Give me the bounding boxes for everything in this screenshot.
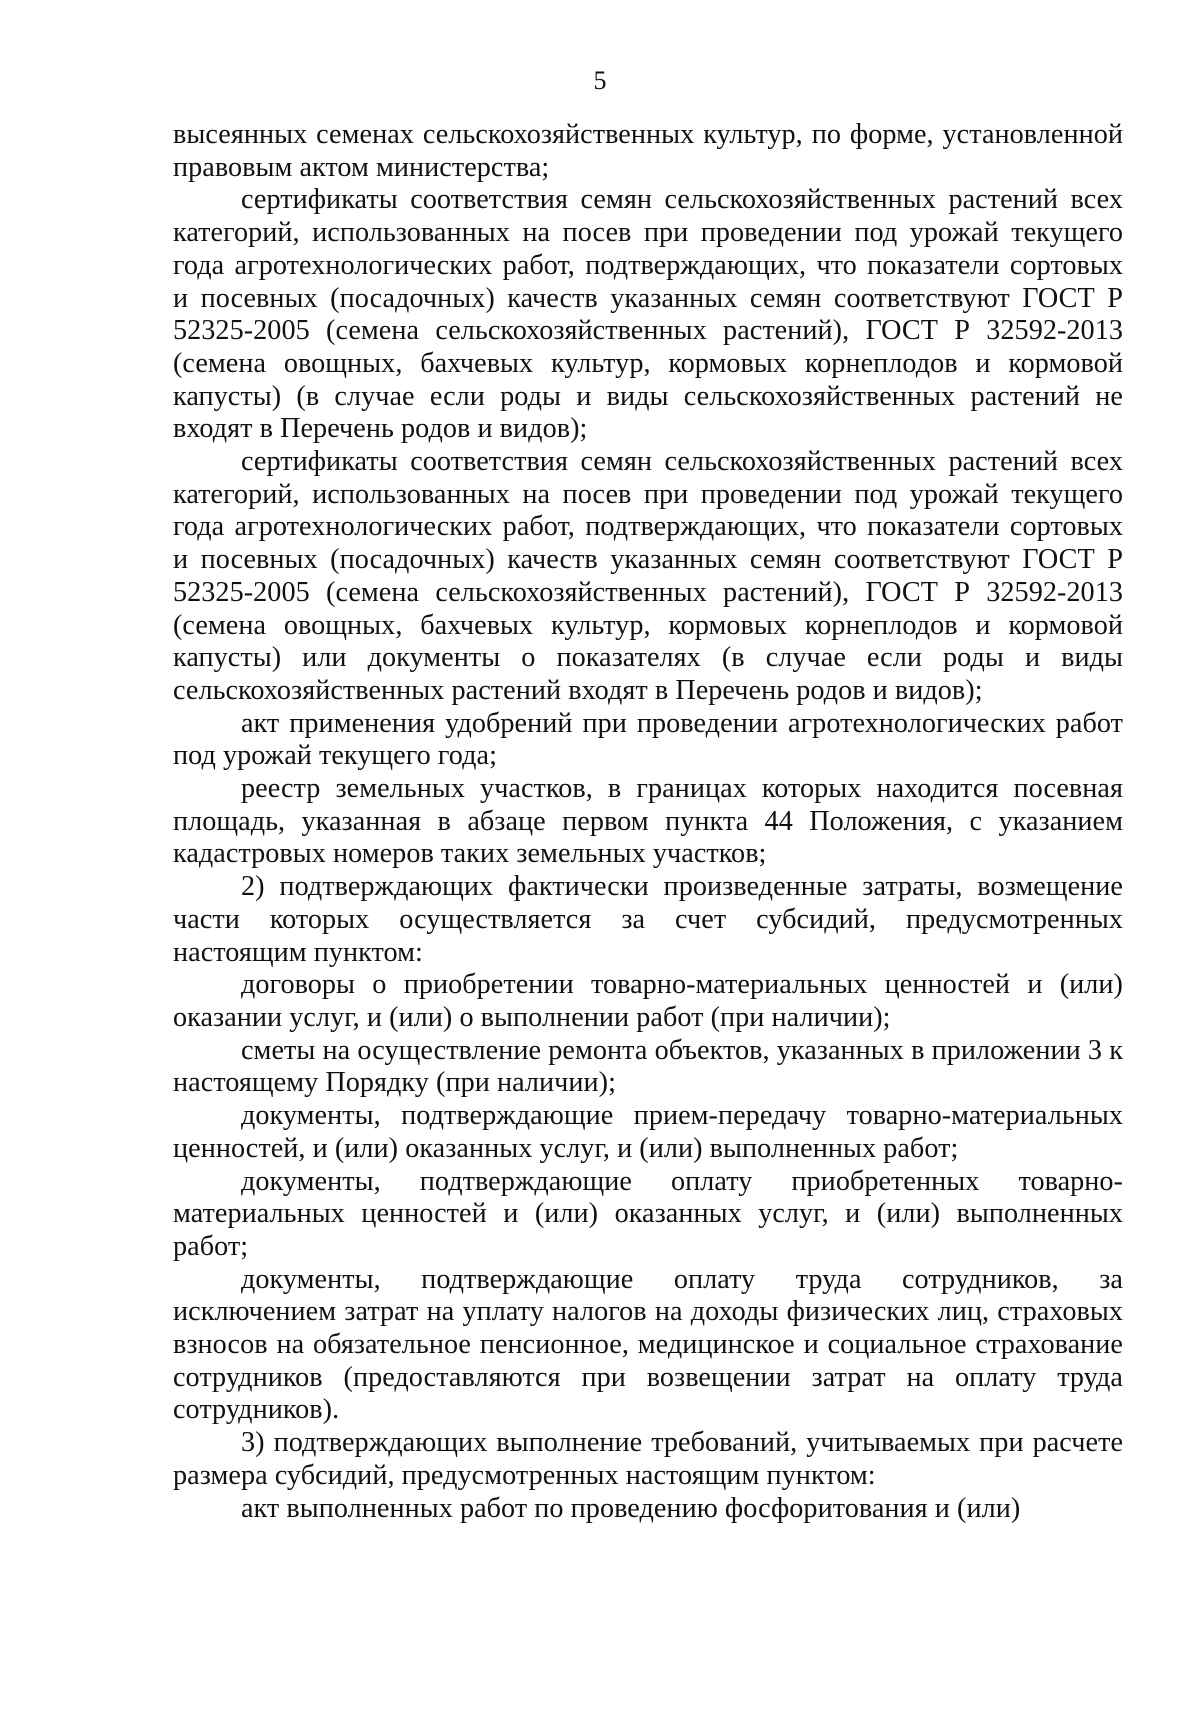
paragraph-10: документы, подтверждающие оплату приобретенных товарно-материальных ценностей и (или) оказанных услуг, и (или) выполненных работ; [173,1165,1123,1262]
paragraph-4: акт применения удобрений при проведении агротехнологических работ под урожай текущего года; [173,707,1123,772]
paragraph-2: сертификаты соответствия семян сельскохозяйственных растений всех категорий, использованных на посев при проведении под урожай текущего года агротехнологических работ, подтверждающих, что показатели сортовых и посевных (посадочных) качеств указанных семян соответствуют ГОСТ Р 52325-2005 (семена сельскохозяйственных растений), ГОСТ Р 32592-2013 (семена овощных, бахчевых культур, кормовых корнеплодов и кормовой капусты) (в случае если роды и виды сельскохозяйственных растений не входят в Перечень родов и видов); [173,184,1123,445]
paragraph-3: сертификаты соответствия семян сельскохозяйственных растений всех категорий, использованных на посев при проведении под урожай текущего года агротехнологических работ, подтверждающих, что показатели сортовых и посевных (посадочных) качеств указанных семян соответствуют ГОСТ Р 52325-2005 (семена сельскохозяйственных растений), ГОСТ Р 32592-2013 (семена овощных, бахчевых культур, кормовых корнеплодов и кормовой капусты) или документы о показателях (в случае если роды и виды сельскохозяйственных растений входят в Перечень родов и видов); [173,446,1123,706]
paragraph-11: документы, подтверждающие оплату труда сотрудников, за исключением затрат на уплату налогов на доходы физических лиц, страховых взносов на обязательное пенсионное, медицинское и социальное страхование сотрудников (предоставляются при возвещении затрат на оплату труда сотрудников). [173,1263,1123,1426]
document-body [173,119,1123,1525]
paragraph-5: реестр земельных участков, в границах которых находится посевная площадь, указанная в абзаце первом пункта 44 Положения, с указанием кадастровых номеров таких земельных участков; [173,773,1123,870]
paragraph-1: высеянных семенах сельскохозяйственных культур, по форме, установленной правовым актом министерства; [173,119,1123,183]
paragraph-9: документы, подтверждающие прием-передачу товарно-материальных ценностей, и (или) оказанных услуг, и (или) выполненных работ; [173,1100,1123,1164]
paragraph-8: сметы на осуществление ремонта объектов, указанных в приложении 3 к настоящему Порядку (при наличии); [173,1034,1123,1099]
paragraph-7: договоры о приобретении товарно-материальных ценностей и (или) оказании услуг, и (или) о выполнении работ (при наличии); [173,969,1123,1033]
page-number: 5 [593,66,607,95]
paragraph-13: акт выполненных работ по проведению фосфоритования и (или) [241,1492,1021,1524]
paragraph-6: 2) подтверждающих фактически произведенные затраты, возмещение части которых осуществляется за счет субсидий, предусмотренных настоящим пунктом: [173,871,1123,968]
paragraph-12: 3) подтверждающих выполнение требований, учитываемых при расчете размера субсидий, предусмотренных настоящим пунктом: [173,1427,1123,1491]
